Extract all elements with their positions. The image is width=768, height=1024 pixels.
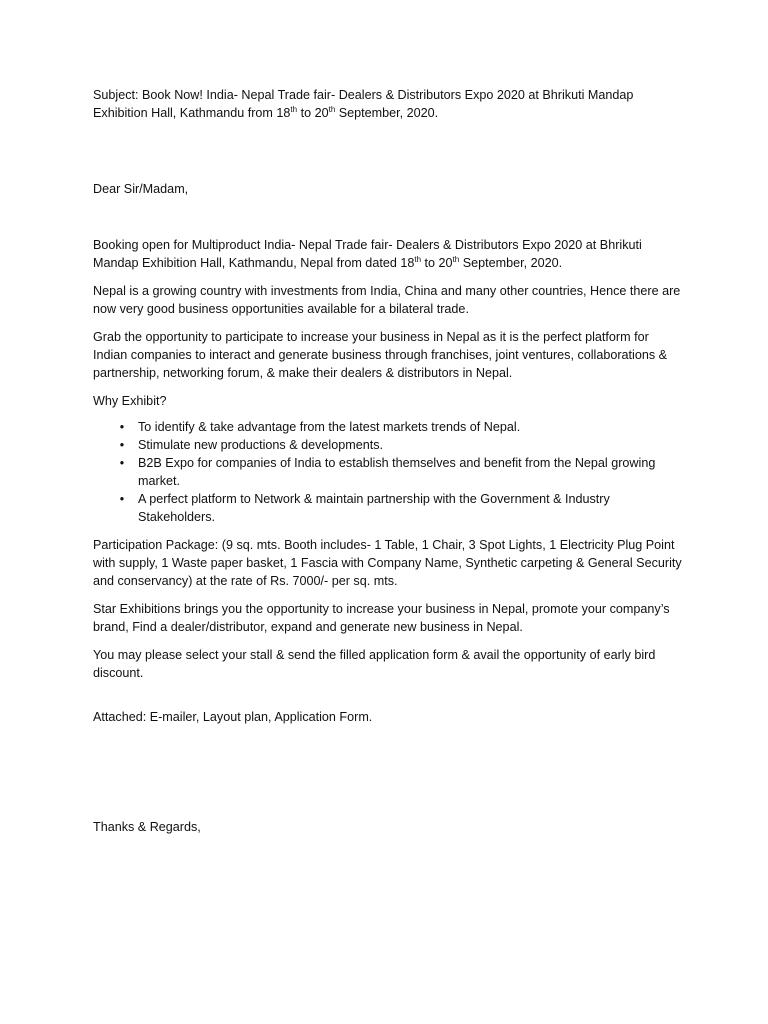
- star-exhibitions-paragraph: Star Exhibitions brings you the opportunity to increase your business in Nepal, promote your company’s brand, Find a dealer/distributor, expand and generate new business in Nepal.: [93, 602, 670, 634]
- bullet-icon: •: [119, 420, 125, 434]
- attachments-line: Attached: E-mailer, Layout plan, Application Form.: [93, 710, 373, 724]
- list-item: • B2B Expo for companies of India to establish themselves and benefit from the Nepal growing market.: [93, 454, 683, 490]
- package-paragraph: Participation Package: (9 sq. mts. Booth includes- 1 Table, 1 Chair, 3 Spot Lights, 1 Electricity Plug Point with supply, 1 Waste paper basket, 1 Fascia with Company Name, Synthetic carpeting & General Security and conservancy) at the rate of Rs. 7000/- per sq. mts.: [93, 538, 682, 588]
- why-exhibit-heading: Why Exhibit?: [93, 394, 167, 408]
- why-exhibit-list: [93, 418, 683, 526]
- bullet-icon: •: [119, 492, 125, 506]
- bullet-icon: •: [119, 456, 125, 470]
- salutation: Dear Sir/Madam,: [93, 182, 189, 196]
- opportunity-paragraph: Grab the opportunity to participate to increase your business in Nepal as it is the perfect platform for Indian companies to interact and generate business through franchises, joint ventures, collaborations & partnership, networking forum, & make their dealers & distributors in Nepal.: [93, 330, 668, 380]
- nepal-paragraph: Nepal is a growing country with investments from India, China and many other countries, Hence there are now very good business opportunities available for a bilateral trade.: [93, 284, 681, 316]
- list-item: • Stimulate new productions & developments.: [93, 436, 683, 454]
- booking-paragraph: Booking open for Multiproduct India- Nepal Trade fair- Dealers & Distributors Expo 2020 at Bhrikuti Mandap Exhibition Hall, Kathmandu, Nepal from dated 18th to 20th September, 2020.: [93, 238, 642, 270]
- subject-line: Subject: Book Now! India- Nepal Trade fair- Dealers & Distributors Expo 2020 at Bhrikuti Mandap Exhibition Hall, Kathmandu from 18th to 20th September, 2020.: [93, 88, 634, 120]
- list-item: • To identify & take advantage from the latest markets trends of Nepal.: [93, 418, 683, 436]
- letter-body: [93, 86, 683, 836]
- list-item: • A perfect platform to Network & maintain partnership with the Government & Industry Stakeholders.: [93, 490, 683, 526]
- closing-line: Thanks & Regards,: [93, 820, 201, 834]
- select-stall-paragraph: You may please select your stall & send the filled application form & avail the opportunity of early bird discount.: [93, 648, 656, 680]
- bullet-icon: •: [119, 438, 125, 452]
